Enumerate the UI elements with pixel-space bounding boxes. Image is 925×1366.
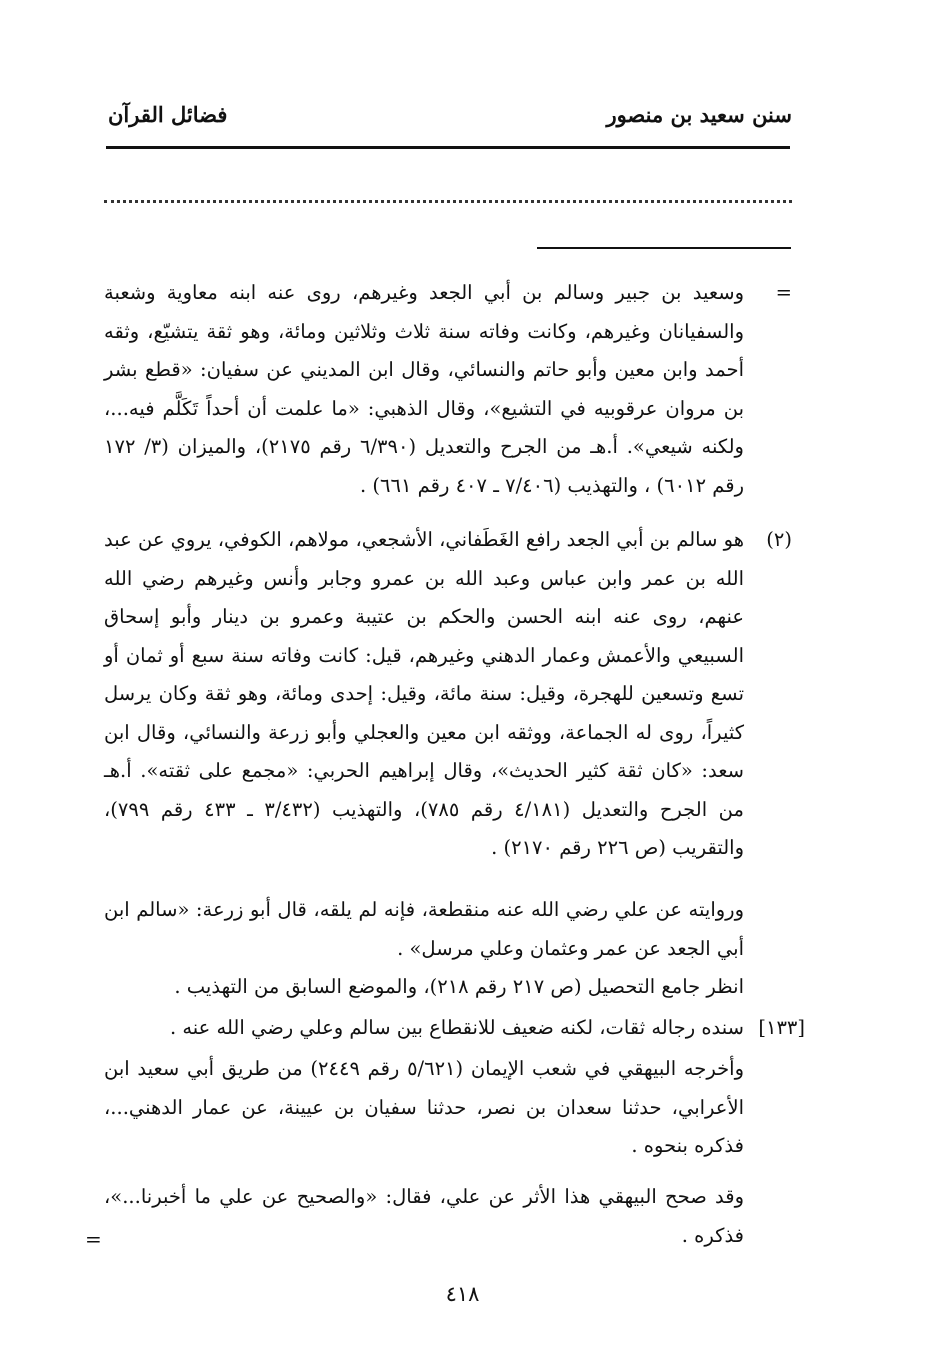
footnote-133-paragraph-3: وقد صحح البيهقي هذا الأثر عن علي، فقال: «والصحيح عن علي ما أخبرنا...»، فذكره .	[104, 1185, 744, 1247]
footnote-marker-133: [١٣٣]	[758, 1016, 805, 1039]
footnote-rule	[537, 247, 791, 249]
footnote-marker-continued: =	[775, 281, 792, 304]
footnote-2-paragraph-3: انظر جامع التحصيل (ص ٢١٧ رقم ٢١٨)، والموضع السابق من التهذيب .	[174, 975, 744, 998]
footnote-2-text: هو سالم بن أبي الجعد رافع الغَطَفاني، الأشجعي، مولاهم، الكوفي، يروي عن عبد الله بن عمر وابن عباس وعبد الله بن عمرو وجابر وأنس وغيرهم رضي الله عنهم، روى عنه ابنه الحسن والحكم بن عتيبة وعمرو بن دينار وأبو إسحاق السبيعي والأعمش وعمار الدهني وغيرهم، قيل: كانت وفاته سنة سبع أو ثمان أو تسع وتسعين للهجرة، وقيل: سنة مائة، وقيل: إحدى ومائة، وهو ثقة وكان يرسل كثيراً، روى له الجماعة، ووثقه ابن معين والعجلي وأبو زرعة والنسائي، وقال ابن سعد: «كان ثقة كثير الحديث»، وقال إبراهيم الحربي: «مجمع على ثقته». أ.هـ من الجرح والتعديل (٤/١٨١ رقم ٧٨٥)، والتهذيب (٣/٤٣٢ ـ ٤٣٣ رقم ٧٩٩)، والتقريب (ص ٢٢٦ رقم ٢١٧٠) .	[104, 528, 744, 859]
running-header-book-title: سنن سعيد بن منصور	[606, 102, 792, 127]
header-rule	[106, 146, 790, 149]
running-header-section-title: فضائل القرآن	[108, 102, 228, 127]
footnote-continued-text: وسعيد بن جبير وسالم بن أبي الجعد وغيرهم، روى عنه ابنه معاوية وشعبة والسفيانان وغيرهم، وكانت وفاته سنة ثلاث وثلاثين ومائة، وهو ثقة يتشيّع، وثقه أحمد وابن معين وأبو حاتم والنسائي، وقال ابن المديني عن سفيان: «قطع بشر بن مروان عرقوبيه في التشيع»، وقال الذهبي: «ما علمت أن أحداً تَكَلَّم فيه...، ولكنه شيعي». أ.هـ من الجرح والتعديل (٦/٣٩٠ رقم ٢١٧٥)، والميزان (٣/ ١٧٢ رقم ٦٠١٢) ، والتهذيب (٧/٤٠٦ ـ ٤٠٧ رقم ٦٦١) .	[104, 281, 744, 497]
footnote-2-paragraph-2: وروايته عن علي رضي الله عنه منقطعة، فإنه لم يلقه، قال أبو زرعة: «سالم ابن أبي الجعد عن عمر وعثمان وعلي مرسل» .	[104, 898, 744, 960]
footnote-133-paragraph-2: وأخرجه البيهقي في شعب الإيمان (٥/٦٢١ رقم ٢٤٤٩) من طريق أبي سعيد ابن الأعرابي، حدثنا سعدان بن نصر، حدثنا سفيان بن عيينة، عن عمار الدهني...، فذكره بنحوه .	[104, 1057, 744, 1157]
dotted-separator	[104, 200, 792, 203]
footnote-133-text: سنده رجاله ثقات، لكنه ضعيف للانقطاع بين سالم وعلي رضي الله عنه .	[169, 1016, 744, 1039]
continuation-marker: =	[85, 1227, 102, 1251]
footnote-marker-2: (٢)	[766, 528, 792, 551]
page-number: ٤١٨	[445, 1282, 480, 1306]
